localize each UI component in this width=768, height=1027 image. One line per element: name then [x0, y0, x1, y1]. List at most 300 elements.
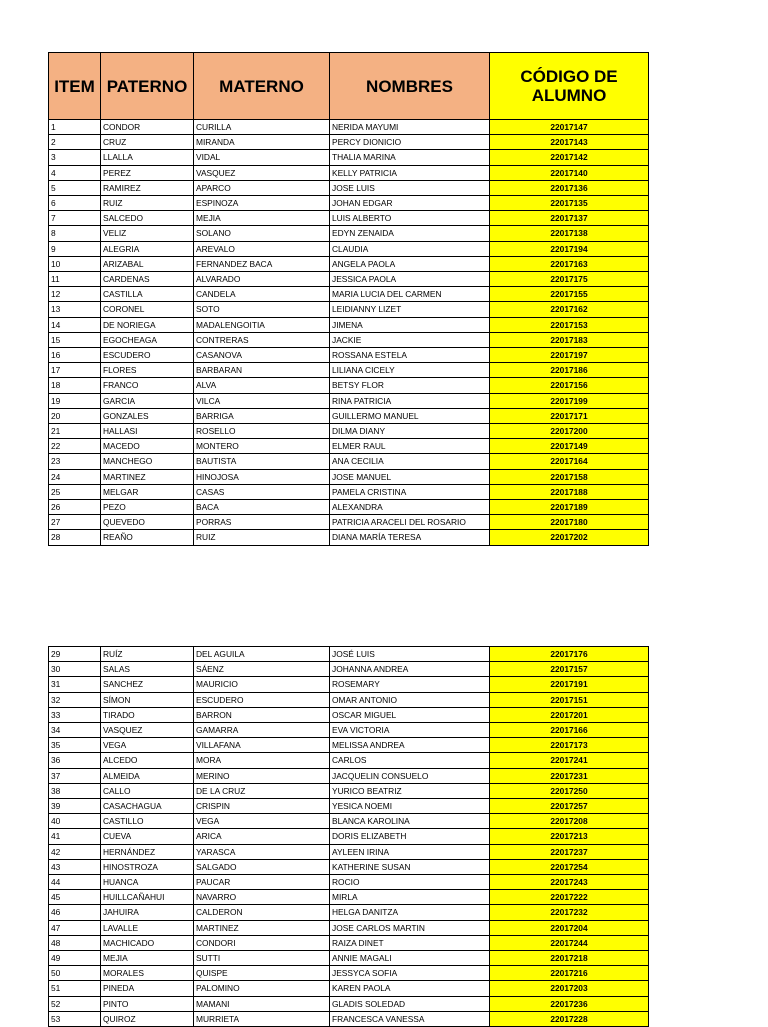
table-row	[49, 723, 649, 738]
paterno-cell: JAHUIRA	[101, 905, 194, 920]
codigo-cell: 22017157	[490, 662, 649, 677]
materno-cell: MAMANI	[194, 996, 330, 1011]
codigo-cell: 22017149	[490, 439, 649, 454]
materno-cell: MAURICIO	[194, 677, 330, 692]
materno-cell: VASQUEZ	[194, 165, 330, 180]
item-cell: 5	[49, 180, 101, 195]
item-cell: 24	[49, 469, 101, 484]
nombres-cell: JOSE LUIS	[330, 180, 490, 195]
codigo-cell: 22017183	[490, 332, 649, 347]
item-cell: 19	[49, 393, 101, 408]
materno-cell: AREVALO	[194, 241, 330, 256]
nombres-cell: EDYN ZENAIDA	[330, 226, 490, 241]
materno-cell: CANDELA	[194, 287, 330, 302]
nombres-cell: KATHERINE SUSAN	[330, 859, 490, 874]
materno-cell: SOTO	[194, 302, 330, 317]
materno-cell: SÁENZ	[194, 662, 330, 677]
materno-cell: ARICA	[194, 829, 330, 844]
materno-cell: ALVARADO	[194, 272, 330, 287]
codigo-cell: 22017155	[490, 287, 649, 302]
table-row	[49, 363, 649, 378]
codigo-cell: 22017137	[490, 211, 649, 226]
codigo-cell: 22017241	[490, 753, 649, 768]
table-row	[49, 348, 649, 363]
item-cell: 13	[49, 302, 101, 317]
table-row	[49, 783, 649, 798]
table-row	[49, 905, 649, 920]
table-row	[49, 515, 649, 530]
paterno-cell: MANCHEGO	[101, 454, 194, 469]
paterno-cell: HINOSTROZA	[101, 859, 194, 874]
materno-cell: PAUCAR	[194, 875, 330, 890]
paterno-cell: SALCEDO	[101, 211, 194, 226]
nombres-cell: HELGA DANITZA	[330, 905, 490, 920]
codigo-cell: 22017202	[490, 530, 649, 545]
table-row	[49, 424, 649, 439]
paterno-cell: HERNÁNDEZ	[101, 844, 194, 859]
nombres-cell: PAMELA CRISTINA	[330, 484, 490, 499]
nombres-cell: ANA CECILIA	[330, 454, 490, 469]
nombres-cell: JACKIE	[330, 332, 490, 347]
codigo-cell: 22017232	[490, 905, 649, 920]
item-cell: 36	[49, 753, 101, 768]
table-row	[49, 647, 649, 662]
item-cell: 18	[49, 378, 101, 393]
item-cell: 1	[49, 120, 101, 135]
nombres-cell: JESSYCA SOFIA	[330, 966, 490, 981]
table-row	[49, 120, 649, 135]
codigo-cell: 22017136	[490, 180, 649, 195]
codigo-cell: 22017194	[490, 241, 649, 256]
materno-cell: VEGA	[194, 814, 330, 829]
item-cell: 15	[49, 332, 101, 347]
header-nombres: NOMBRES	[330, 53, 490, 120]
materno-cell: SUTTI	[194, 951, 330, 966]
codigo-cell: 22017158	[490, 469, 649, 484]
paterno-cell: CASTILLO	[101, 814, 194, 829]
paterno-cell: FLORES	[101, 363, 194, 378]
materno-cell: MARTINEZ	[194, 920, 330, 935]
nombres-cell: ANGELA PAOLA	[330, 256, 490, 271]
item-cell: 22	[49, 439, 101, 454]
nombres-cell: FRANCESCA VANESSA	[330, 1011, 490, 1026]
table-row	[49, 799, 649, 814]
nombres-cell: YURICO BEATRIZ	[330, 783, 490, 798]
item-cell: 23	[49, 454, 101, 469]
table-row	[49, 677, 649, 692]
table-row	[49, 875, 649, 890]
codigo-cell: 22017143	[490, 135, 649, 150]
codigo-cell: 22017151	[490, 692, 649, 707]
paterno-cell: REAÑO	[101, 530, 194, 545]
item-cell: 11	[49, 272, 101, 287]
codigo-cell: 22017257	[490, 799, 649, 814]
paterno-cell: RAMIREZ	[101, 180, 194, 195]
item-cell: 42	[49, 844, 101, 859]
paterno-cell: MARTINEZ	[101, 469, 194, 484]
nombres-cell: MELISSA ANDREA	[330, 738, 490, 753]
materno-cell: YARASCA	[194, 844, 330, 859]
item-cell: 35	[49, 738, 101, 753]
item-cell: 21	[49, 424, 101, 439]
item-cell: 4	[49, 165, 101, 180]
materno-cell: BARRIGA	[194, 408, 330, 423]
table-row	[49, 439, 649, 454]
item-cell: 25	[49, 484, 101, 499]
nombres-cell: LEIDIANNY LIZET	[330, 302, 490, 317]
codigo-cell: 22017200	[490, 424, 649, 439]
paterno-cell: TIRADO	[101, 707, 194, 722]
paterno-cell: QUIROZ	[101, 1011, 194, 1026]
materno-cell: MIRANDA	[194, 135, 330, 150]
materno-cell: MURRIETA	[194, 1011, 330, 1026]
table-row	[49, 454, 649, 469]
table-row	[49, 287, 649, 302]
item-cell: 47	[49, 920, 101, 935]
nombres-cell: MIRLA	[330, 890, 490, 905]
materno-cell: MERINO	[194, 768, 330, 783]
nombres-cell: BETSY FLOR	[330, 378, 490, 393]
item-cell: 17	[49, 363, 101, 378]
materno-cell: CRISPIN	[194, 799, 330, 814]
table-row	[49, 226, 649, 241]
codigo-cell: 22017163	[490, 256, 649, 271]
table-row	[49, 135, 649, 150]
materno-cell: DEL AGUILA	[194, 647, 330, 662]
item-cell: 34	[49, 723, 101, 738]
materno-cell: BACA	[194, 500, 330, 515]
paterno-cell: SALAS	[101, 662, 194, 677]
codigo-cell: 22017135	[490, 196, 649, 211]
nombres-cell: BLANCA KAROLINA	[330, 814, 490, 829]
item-cell: 9	[49, 241, 101, 256]
nombres-cell: JIMENA	[330, 317, 490, 332]
paterno-cell: HUILLCAÑAHUI	[101, 890, 194, 905]
paterno-cell: LLALLA	[101, 150, 194, 165]
nombres-cell: JOSE CARLOS MARTIN	[330, 920, 490, 935]
item-cell: 8	[49, 226, 101, 241]
codigo-cell: 22017173	[490, 738, 649, 753]
codigo-cell: 22017203	[490, 981, 649, 996]
codigo-cell: 22017243	[490, 875, 649, 890]
header-codigo: CÓDIGO DE ALUMNO	[490, 53, 649, 120]
paterno-cell: VELIZ	[101, 226, 194, 241]
table-row	[49, 408, 649, 423]
table-row	[49, 692, 649, 707]
table-row	[49, 272, 649, 287]
nombres-cell: AYLEEN IRINA	[330, 844, 490, 859]
paterno-cell: MACHICADO	[101, 935, 194, 950]
codigo-cell: 22017250	[490, 783, 649, 798]
table-row	[49, 302, 649, 317]
codigo-cell: 22017147	[490, 120, 649, 135]
nombres-cell: THALIA MARINA	[330, 150, 490, 165]
paterno-cell: VEGA	[101, 738, 194, 753]
materno-cell: CONTRERAS	[194, 332, 330, 347]
materno-cell: BARBARAN	[194, 363, 330, 378]
materno-cell: MORA	[194, 753, 330, 768]
table-row	[49, 920, 649, 935]
paterno-cell: CONDOR	[101, 120, 194, 135]
paterno-cell: MEJIA	[101, 951, 194, 966]
item-cell: 32	[49, 692, 101, 707]
paterno-cell: ARIZABAL	[101, 256, 194, 271]
table-row	[49, 317, 649, 332]
codigo-cell: 22017237	[490, 844, 649, 859]
table-row	[49, 844, 649, 859]
paterno-cell: HUANCA	[101, 875, 194, 890]
paterno-cell: MELGAR	[101, 484, 194, 499]
table-row	[49, 935, 649, 950]
codigo-cell: 22017171	[490, 408, 649, 423]
header-row	[49, 53, 649, 120]
table-row	[49, 814, 649, 829]
item-cell: 44	[49, 875, 101, 890]
codigo-cell: 22017228	[490, 1011, 649, 1026]
nombres-cell: DILMA DIANY	[330, 424, 490, 439]
materno-cell: CASAS	[194, 484, 330, 499]
paterno-cell: MACEDO	[101, 439, 194, 454]
codigo-cell: 22017218	[490, 951, 649, 966]
materno-cell: DE LA CRUZ	[194, 783, 330, 798]
materno-cell: MONTERO	[194, 439, 330, 454]
table-row	[49, 469, 649, 484]
codigo-cell: 22017197	[490, 348, 649, 363]
nombres-cell: JOSÉ LUIS	[330, 647, 490, 662]
nombres-cell: RAIZA DINET	[330, 935, 490, 950]
item-cell: 26	[49, 500, 101, 515]
codigo-cell: 22017254	[490, 859, 649, 874]
paterno-cell: ESCUDERO	[101, 348, 194, 363]
materno-cell: PORRAS	[194, 515, 330, 530]
table-row	[49, 500, 649, 515]
item-cell: 14	[49, 317, 101, 332]
item-cell: 41	[49, 829, 101, 844]
nombres-cell: OSCAR MIGUEL	[330, 707, 490, 722]
header-materno: MATERNO	[194, 53, 330, 120]
paterno-cell: ALEGRIA	[101, 241, 194, 256]
nombres-cell: JESSICA PAOLA	[330, 272, 490, 287]
nombres-cell: ROSSANA ESTELA	[330, 348, 490, 363]
paterno-cell: GONZALES	[101, 408, 194, 423]
paterno-cell: CORONEL	[101, 302, 194, 317]
nombres-cell: JACQUELIN CONSUELO	[330, 768, 490, 783]
codigo-cell: 22017164	[490, 454, 649, 469]
materno-cell: VILLAFANA	[194, 738, 330, 753]
table-row	[49, 484, 649, 499]
materno-cell: CALDERON	[194, 905, 330, 920]
item-cell: 46	[49, 905, 101, 920]
codigo-cell: 22017201	[490, 707, 649, 722]
table-row	[49, 981, 649, 996]
nombres-cell: MARIA LUCIA DEL CARMEN	[330, 287, 490, 302]
nombres-cell: CARLOS	[330, 753, 490, 768]
paterno-cell: HALLASI	[101, 424, 194, 439]
paterno-cell: PEZO	[101, 500, 194, 515]
nombres-cell: YESICA NOEMI	[330, 799, 490, 814]
codigo-cell: 22017186	[490, 363, 649, 378]
item-cell: 6	[49, 196, 101, 211]
materno-cell: ESPINOZA	[194, 196, 330, 211]
table-row	[49, 753, 649, 768]
table-row	[49, 241, 649, 256]
paterno-cell: PINEDA	[101, 981, 194, 996]
codigo-cell: 22017153	[490, 317, 649, 332]
item-cell: 29	[49, 647, 101, 662]
nombres-cell: ROCIO	[330, 875, 490, 890]
paterno-cell: ALCEDO	[101, 753, 194, 768]
table-row	[49, 951, 649, 966]
nombres-cell: JOHAN EDGAR	[330, 196, 490, 211]
codigo-cell: 22017156	[490, 378, 649, 393]
nombres-cell: PATRICIA ARACELI DEL ROSARIO	[330, 515, 490, 530]
codigo-cell: 22017166	[490, 723, 649, 738]
table-row	[49, 378, 649, 393]
table-row	[49, 829, 649, 844]
paterno-cell: ALMEIDA	[101, 768, 194, 783]
nombres-cell: LILIANA CICELY	[330, 363, 490, 378]
table-row	[49, 662, 649, 677]
nombres-cell: ROSEMARY	[330, 677, 490, 692]
codigo-cell: 22017208	[490, 814, 649, 829]
codigo-cell: 22017236	[490, 996, 649, 1011]
codigo-cell: 22017176	[490, 647, 649, 662]
materno-cell: SALGADO	[194, 859, 330, 874]
paterno-cell: CUEVA	[101, 829, 194, 844]
materno-cell: ROSELLO	[194, 424, 330, 439]
codigo-cell: 22017180	[490, 515, 649, 530]
item-cell: 50	[49, 966, 101, 981]
item-cell: 48	[49, 935, 101, 950]
materno-cell: ESCUDERO	[194, 692, 330, 707]
table-row	[49, 165, 649, 180]
paterno-cell: FRANCO	[101, 378, 194, 393]
item-cell: 12	[49, 287, 101, 302]
nombres-cell: GLADIS SOLEDAD	[330, 996, 490, 1011]
header-paterno: PATERNO	[101, 53, 194, 120]
nombres-cell: NERIDA MAYUMI	[330, 120, 490, 135]
paterno-cell: PINTO	[101, 996, 194, 1011]
materno-cell: CONDORI	[194, 935, 330, 950]
item-cell: 38	[49, 783, 101, 798]
nombres-cell: ELMER RAUL	[330, 439, 490, 454]
table-row	[49, 180, 649, 195]
item-cell: 45	[49, 890, 101, 905]
table-row	[49, 859, 649, 874]
table-row	[49, 256, 649, 271]
materno-cell: RUIZ	[194, 530, 330, 545]
materno-cell: CASANOVA	[194, 348, 330, 363]
nombres-cell: OMAR ANTONIO	[330, 692, 490, 707]
nombres-cell: GUILLERMO MANUEL	[330, 408, 490, 423]
materno-cell: HINOJOSA	[194, 469, 330, 484]
materno-cell: VIDAL	[194, 150, 330, 165]
paterno-cell: VASQUEZ	[101, 723, 194, 738]
codigo-cell: 22017231	[490, 768, 649, 783]
table-row	[49, 890, 649, 905]
paterno-cell: SANCHEZ	[101, 677, 194, 692]
item-cell: 2	[49, 135, 101, 150]
codigo-cell: 22017216	[490, 966, 649, 981]
paterno-cell: SÍMON	[101, 692, 194, 707]
table-row	[49, 966, 649, 981]
item-cell: 31	[49, 677, 101, 692]
codigo-cell: 22017188	[490, 484, 649, 499]
table-row	[49, 332, 649, 347]
table-row	[49, 707, 649, 722]
paterno-cell: CASTILLA	[101, 287, 194, 302]
nombres-cell: DIANA MARÍA TERESA	[330, 530, 490, 545]
student-table-2	[48, 646, 649, 1027]
codigo-cell: 22017142	[490, 150, 649, 165]
table-row	[49, 996, 649, 1011]
paterno-cell: CRUZ	[101, 135, 194, 150]
materno-cell: GAMARRA	[194, 723, 330, 738]
nombres-cell: EVA VICTORIA	[330, 723, 490, 738]
materno-cell: CURILLA	[194, 120, 330, 135]
nombres-cell: ALEXANDRA	[330, 500, 490, 515]
codigo-cell: 22017222	[490, 890, 649, 905]
item-cell: 28	[49, 530, 101, 545]
item-cell: 49	[49, 951, 101, 966]
paterno-cell: GARCIA	[101, 393, 194, 408]
materno-cell: MEJIA	[194, 211, 330, 226]
codigo-cell: 22017191	[490, 677, 649, 692]
codigo-cell: 22017162	[490, 302, 649, 317]
codigo-cell: 22017189	[490, 500, 649, 515]
codigo-cell: 22017175	[490, 272, 649, 287]
codigo-cell: 22017204	[490, 920, 649, 935]
item-cell: 52	[49, 996, 101, 1011]
item-cell: 30	[49, 662, 101, 677]
materno-cell: BARRON	[194, 707, 330, 722]
materno-cell: VILCA	[194, 393, 330, 408]
item-cell: 53	[49, 1011, 101, 1026]
paterno-cell: RUIZ	[101, 196, 194, 211]
nombres-cell: RINA PATRICIA	[330, 393, 490, 408]
paterno-cell: CASACHAGUA	[101, 799, 194, 814]
item-cell: 16	[49, 348, 101, 363]
materno-cell: APARCO	[194, 180, 330, 195]
nombres-cell: PERCY DIONICIO	[330, 135, 490, 150]
table-row	[49, 196, 649, 211]
nombres-cell: JOSE MANUEL	[330, 469, 490, 484]
paterno-cell: MORALES	[101, 966, 194, 981]
table-row	[49, 150, 649, 165]
codigo-cell: 22017140	[490, 165, 649, 180]
item-cell: 3	[49, 150, 101, 165]
item-cell: 27	[49, 515, 101, 530]
materno-cell: SOLANO	[194, 226, 330, 241]
table-row	[49, 211, 649, 226]
item-cell: 7	[49, 211, 101, 226]
codigo-cell: 22017244	[490, 935, 649, 950]
table-row	[49, 530, 649, 545]
nombres-cell: KELLY PATRICIA	[330, 165, 490, 180]
item-cell: 39	[49, 799, 101, 814]
table-row	[49, 738, 649, 753]
item-cell: 51	[49, 981, 101, 996]
paterno-cell: EGOCHEAGA	[101, 332, 194, 347]
paterno-cell: CARDENAS	[101, 272, 194, 287]
materno-cell: BAUTISTA	[194, 454, 330, 469]
table-row	[49, 393, 649, 408]
item-cell: 10	[49, 256, 101, 271]
nombres-cell: DORIS ELIZABETH	[330, 829, 490, 844]
nombres-cell: CLAUDIA	[330, 241, 490, 256]
item-cell: 20	[49, 408, 101, 423]
materno-cell: FERNANDEZ BACA	[194, 256, 330, 271]
